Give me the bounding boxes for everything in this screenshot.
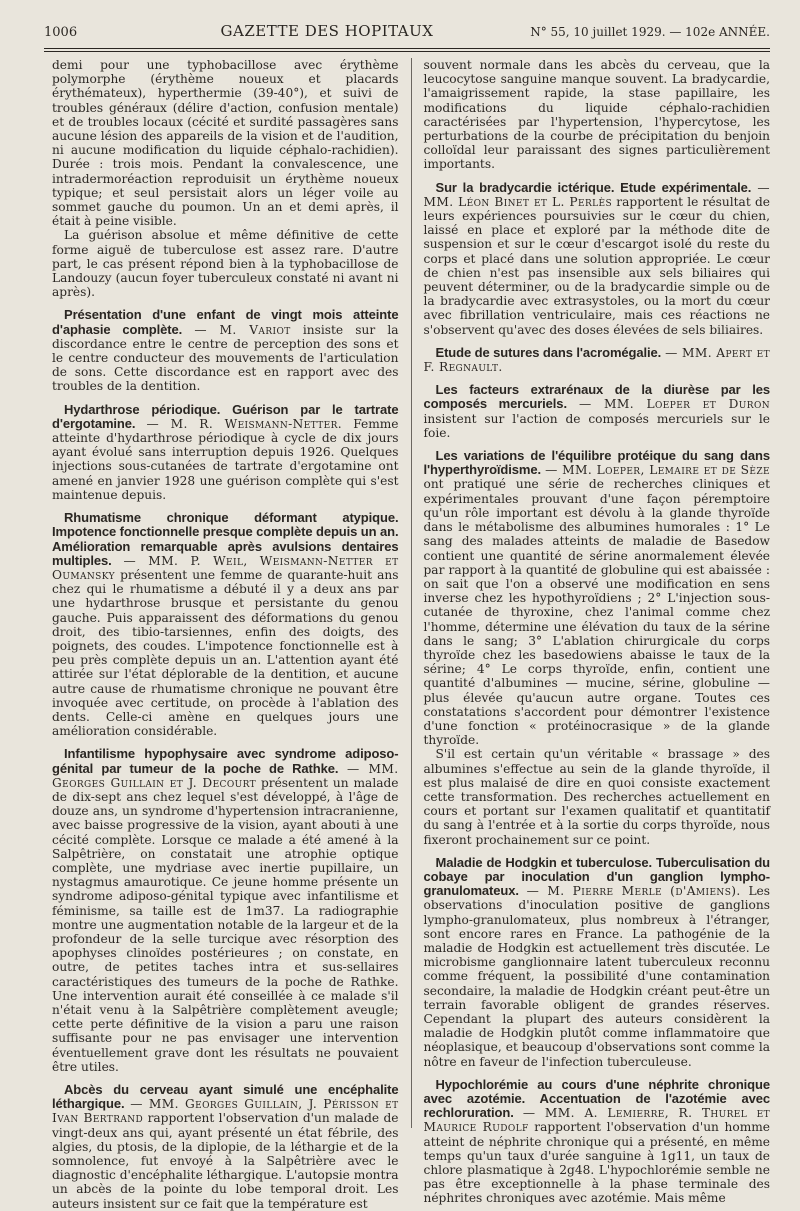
- report-entry: [52, 747, 399, 1074]
- report-authors: — MM. Georges Guillain et J. Decourt: [52, 761, 399, 790]
- report-authors: — MM. Léon Binet et L. Perlès: [423, 180, 771, 209]
- report-entry: [52, 308, 399, 393]
- report-entry: [52, 1083, 399, 1211]
- left-column: [44, 58, 399, 1211]
- report-authors: — MM. Loeper et Duron: [579, 397, 771, 412]
- running-header: [44, 22, 770, 44]
- report-authors: — MM. A. Lemierre, R. Thurel et Maurice Rudolf: [423, 1106, 770, 1135]
- report-authors: — MM. Apert et F. Regnault.: [423, 345, 770, 375]
- report-heading: Abcès du cerveau ayant simulé une encéphalite léthargique.: [52, 1082, 399, 1112]
- paragraph: S'il est certain qu'un véritable « brassage » des albumines s'effectue au sein de la glande thyroïde, il est plus malaisé de dire en quoi consiste exactement cette transformation. Des recherches actuellement en cours et portant sur l'examen qualitatif et quantitatif du sang à l'entrée et à la sortie du corps thyroïde, nous fixeront prochainement sur ce point.: [423, 747, 770, 847]
- report-heading: Rhumatisme chronique déformant atypique. Impotence fonctionnelle presque complète depuis un an. Amélioration remarquable après avulsions dentaires multiples.: [52, 510, 399, 568]
- report-text: présentent un malade de dix-sept ans chez lequel s'est développé, à l'âge de douze ans, un syndrome d'hypertension intracranienne, avec baisse progressive de la vision, ayant abouti à une cécité complète. Lorsque ce malade a été amené à la Salpêtrière, on constatait une atrophie optique complète, une mydriase avec inertie pupillaire, un nystagmus amaurotique. Ce jeune homme présente un syndrome adiposo-génital typique avec infantilisme et féminisme, sa taille est de 1m37. La radiographie montre une augmentation notable de la largeur et de la profondeur de la selle turcique avec résorption des apophyses clinoïdes postérieures ; on constate, en outre, de petites taches intra et sus-sellaires caractéristiques des tumeurs de la poche de Rathke. Une intervention aurait été conseillée à ce malade s'il n'était venu à la Salpêtrière complètement aveugle; cette perte définitive de la vision a paru une raison suffisante pour ne pas envisager une intervention éventuellement grave dont les résultats ne pouvaient être utiles.: [52, 775, 399, 1074]
- report-text: insiste sur la discordance entre le centre de perception des sons et le centre conducteur des mouvements de l'articulation de sons. Cette discordance est en rapport avec des troubles de la dentition.: [52, 322, 399, 394]
- report-text: rapportent l'observation d'un malade de vingt-deux ans qui, ayant présenté un état fébrile, des algies, du ptosis, de la diplopie, de la léthargie et de la somnolence, fut envoyé à la Salpêtrière avec le diagnostic d'encéphalite léthargique. L'autopsie montra un abcès de la pointe du lobe temporal droit. Les auteurs insistent sur ce fait que la température est: [52, 1111, 399, 1211]
- report-authors: — MM. Georges Guillain, J. Périsson et Ivan Bertrand: [52, 1097, 399, 1126]
- report-authors: — M. R. Weismann-Netter.: [146, 416, 343, 431]
- header-rule: [44, 48, 770, 52]
- issue-info: N° 55, 10 juillet 1929. — 102e ANNÉE.: [530, 25, 770, 39]
- report-heading: Infantilisme hypophysaire avec syndrome adiposo-génital par tumeur de la poche de Rathke.: [52, 746, 399, 776]
- journal-title: GAZETTE DES HOPITAUX: [220, 22, 434, 40]
- report-entry: [424, 1078, 771, 1206]
- report-text: ont pratiqué une série de recherches cliniques et expérimentales prouvant d'une façon péremptoire qu'un rôle important est dévolu à la glande thyroïde dans le métabolisme des albumines humorales : 1° Le sang des malades atteints de maladie de Basedow contient une quantité de sérine anormalement élevée par rapport à la quantité de globuline qui est abaissée : on sait que l'on a observé une modification en sens inverse chez les hypothyroïdiens ; 2° L'injection sous-cutanée de thyroxine, chez l'animal comme chez l'homme, détermine une élévation du taux de la sérine dans le sang; 3° L'ablation chirurgicale du corps thyroïde chez les basedowiens abaisse le taux de la sérine; 4° Le corps thyroïde, enfin, contient une quantité d'albumines — mucine, sérine, globuline — plus élevée qu'aucun autre organe. Toutes ces constatations s'accordent pour démontrer l'existence d'une fonction « protéinocrasique » de la glande thyroïde.: [423, 477, 770, 748]
- article-columns: [44, 58, 771, 1211]
- report-text: rapportent le résultat de leurs expériences poursuivies sur le cœur du chien, laissé en place et exploré par la méthode dite de suspension et sur le cœur d'escargot isolé du reste du corps et placé dans une solution appropriée. Le cœur de chien n'est pas insensible aux sels biliaires qui peuvent déterminer, ou de la bradycardie simple ou de la bradycardie avec extrasystoles, ou la mort du cœur avec fibrillation ventriculaire, mais ces réactions ne s'observent qu'avec des doses élevées de sels biliaires.: [423, 194, 770, 337]
- right-column: [411, 58, 771, 1206]
- report-authors: — MM. Loeper, Lemaire et de Sèze: [545, 463, 771, 478]
- report-authors: — M. Variot: [194, 322, 291, 337]
- report-text: présentent une femme de quarante-huit ans chez qui le rhumatisme a débuté il y a deux ans par une hydarthrose brusque et persistante du genou gauche. Puis apparaissent des déformations du genou droit, des tibio-tarsiennes, enfin des doigts, des poignets, des coudes. L'impotence fonctionnelle est à peu près complète depuis un an. L'attention ayant été attirée sur l'état déplorable de la dentition, et aucune autre cause de rhumatisme chronique ne pouvant être invoquée avec certitude, on procède à l'ablation des dents. Celle-ci amène en quelques jours une amélioration considérable.: [52, 567, 399, 739]
- report-heading: Etude de sutures dans l'acromégalie.: [435, 344, 662, 360]
- report-heading: Présentation d'une enfant de vingt mois atteinte d'aphasie complète.: [52, 307, 399, 337]
- report-heading: Les facteurs extrarénaux de la diurèse par les composés mercuriels.: [423, 382, 770, 412]
- report-entry: [424, 181, 771, 337]
- report-entry: [52, 403, 399, 502]
- paragraph: La guérison absolue et même définitive de cette forme aiguë de tuberculose est assez rare. D'autre part, le cas présent répond bien à la typhobacillose de Landouzy (aucun foyer tuberculeux constaté ni avant ni après).: [52, 228, 399, 300]
- report-heading: Sur la bradycardie ictérique. Etude expérimentale.: [435, 179, 752, 195]
- report-text: Les observations d'inoculation positive de ganglions lympho-granulomateux, plus nombreux à l'étranger, sont encore rares en France. La pathogénie de la maladie de Hodgkin est actuellement très discutée. Le microbisme ganglionnaire latent tuberculeux reconnu comme fréquent, la possibilité d'une contamination secondaire, la maladie de Hodgkin créant peut-être un terrain favorable obligent de grandes réserves. Cependant la plupart des auteurs considèrent la maladie de Hodgkin plutôt comme inflammatoire que néoplasique, et beaucoup d'observations sont comme la nôtre en faveur de l'infection tuberculeuse.: [423, 884, 771, 1069]
- paragraph: demi pour une typhobacillose avec érythème polymorphe (érythème noueux et placards érythémateux), hyperthermie (39-40°), et suivi de troubles généraux (délire d'action, confusion mentale) et de troubles locaux (cécité et surdité passagères sans aucune lésion des appareils de la vision et de l'audition, ni aucune modification du liquide céphalo-rachidien). Durée : trois mois. Pendant la convalescence, une intradermoréaction reproduisit un érythème noueux typique; et seul persistait alors un léger voile au sommet gauche du poumon. Un an et demi après, il était à peine visible.: [52, 58, 399, 229]
- report-authors: — M. Pierre Merle (d'Amiens).: [526, 884, 741, 899]
- paragraph: souvent normale dans les abcès du cerveau, que la leucocytose sanguine manque souvent. La bradycardie, l'amaigrissement rapide, la stase papillaire, les modifications du liquide céphalo-rachidien caractérisées par l'hypertension, l'hypercytose, les perturbations de la courbe de précipitation du benjoin colloïdal leur paraissant des signes particulièrement importants.: [423, 58, 770, 172]
- report-heading: Maladie de Hodgkin et tuberculose. Tuberculisation du cobaye par inoculation d'un ganglion lympho-granulomateux.: [423, 854, 770, 899]
- report-text: insistent sur l'action de composés mercuriels sur le foie.: [423, 411, 770, 440]
- report-entry: [424, 856, 771, 1069]
- report-entry: [424, 346, 771, 374]
- report-heading: Hypochlorémie au cours d'une néphrite chronique avec azotémie. Accentuation de l'azotémie avec rechloruration.: [423, 1076, 770, 1121]
- report-entry: [52, 511, 399, 738]
- report-text: Femme atteinte d'hydarthrose périodique à cycle de dix jours ayant évolué sans interruption depuis 1926. Quelques injections sous-cutanées de tartrate d'ergotamine ont amené en janvier 1928 une guérison complète qui s'est maintenue depuis.: [52, 416, 399, 502]
- report-text: rapportent l'observation d'un homme atteint de néphrite chronique qui a présenté, en même temps qu'un taux d'urée sanguine à 1g11, un taux de chlore plasmatique à 2g48. L'hypochlorémie semble ne pas être exceptionnelle à la phase terminale des néphrites chroniques avec azotémie. Mais même: [423, 1120, 771, 1206]
- report-entry: [424, 449, 771, 747]
- report-heading: Hydarthrose périodique. Guérison par le tartrate d'ergotamine.: [52, 401, 399, 431]
- report-authors: — MM. P. Weil, Weismann-Netter et Oumansky: [52, 553, 399, 582]
- report-entry: [424, 383, 771, 440]
- report-heading: Les variations de l'équilibre protéique du sang dans l'hyperthyroïdisme.: [423, 448, 770, 478]
- page-number: 1006: [44, 25, 78, 40]
